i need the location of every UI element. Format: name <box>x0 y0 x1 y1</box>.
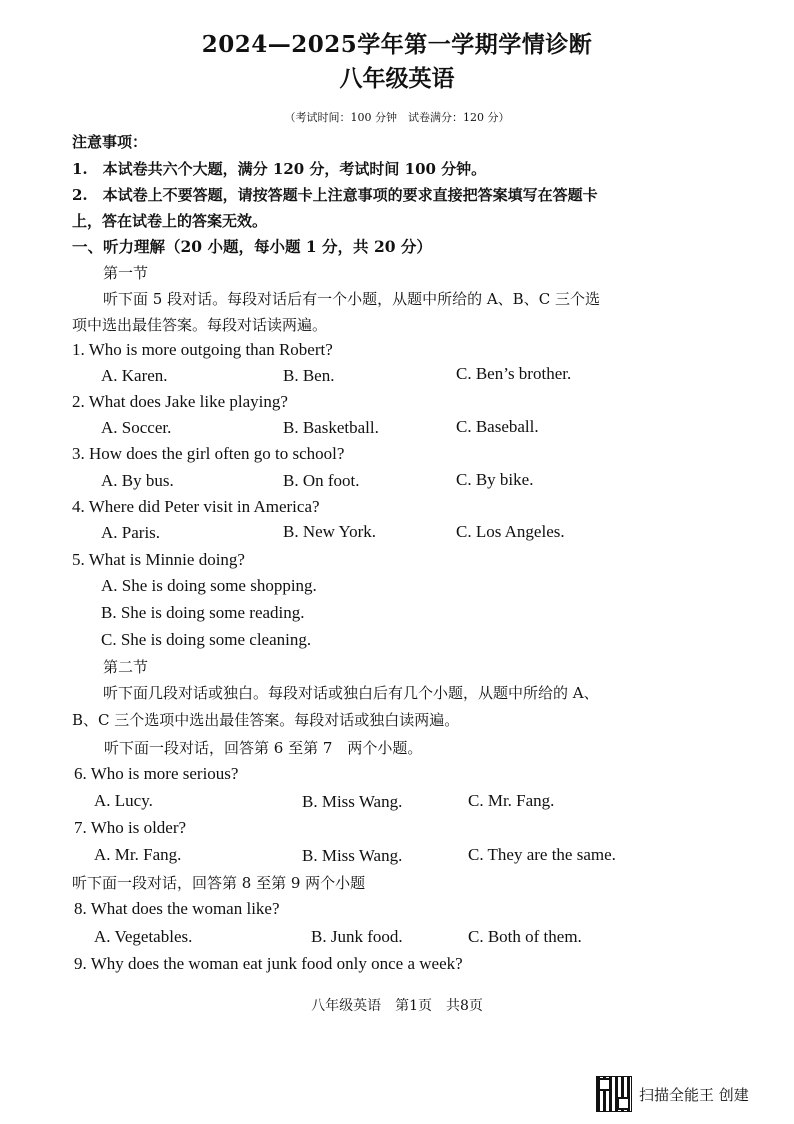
question-2: 2. What does Jake like playing? <box>72 392 288 411</box>
question-2-option-b: B. Basketball. <box>283 418 379 437</box>
question-4-option-b: B. New York. <box>283 522 377 541</box>
question-3-option-a: A. By bus. <box>101 471 174 490</box>
question-7-option-a: A. Mr. Fang. <box>94 845 182 864</box>
part1-instructions-line1: 听下面 5 段对话。每段对话后有一个小题，从题中所给的 A、B、C 三个选 <box>103 290 600 308</box>
part2-instructions-line1: 听下面几段对话或独白。每段对话或独白后有几个小题，从题中所给的 A、 <box>103 684 599 702</box>
question-1-option-a: A. Karen. <box>101 366 168 385</box>
question-6: 6. Who is more serious? <box>74 764 239 783</box>
question-3-option-c: C. By bike. <box>456 470 534 489</box>
question-7: 7. Who is older? <box>74 818 187 837</box>
dialog-1-instructions: 听下面一段对话，回答第 6 至第 7 两个小题。 <box>104 739 423 757</box>
question-8-option-a: A. Vegetables. <box>94 927 193 946</box>
notes-item-2-line1: 2. 本试卷上不要答题，请按答题卡上注意事项的要求直接把答案填写在答题卡 <box>72 186 598 204</box>
question-6-option-b: B. Miss Wang. <box>302 792 403 811</box>
question-3: 3. How does the girl often go to school? <box>72 444 345 463</box>
question-5-option-c: C. She is doing some cleaning. <box>101 630 312 649</box>
part1-instructions-line2: 项中选出最佳答案。每段对话读两遍。 <box>72 316 328 334</box>
question-6-option-c: C. Mr. Fang. <box>468 791 555 810</box>
question-5: 5. What is Minnie doing? <box>72 550 245 569</box>
question-1-option-c: C. Ben’s brother. <box>456 364 572 383</box>
notes-item-2-line2: 上，答在试卷上的答案无效。 <box>72 212 268 230</box>
notes-item-1: 1. 本试卷共六个大题，满分 120 分，考试时间 100 分钟。 <box>72 160 487 178</box>
scanner-watermark: 扫描全能王 创建 <box>639 1086 749 1104</box>
question-7-option-b: B. Miss Wang. <box>302 846 403 865</box>
question-4-option-a: A. Paris. <box>101 523 161 542</box>
question-8: 8. What does the woman like? <box>74 899 280 918</box>
question-2-option-c: C. Baseball. <box>456 417 539 436</box>
notes-heading: 注意事项： <box>72 133 148 151</box>
page-footer: 八年级英语 第1页 共8页 <box>311 998 483 1014</box>
exam-title: 2024—2025学年第一学期学情诊断 <box>201 31 593 58</box>
question-6-option-a: A. Lucy. <box>94 791 153 810</box>
question-4-option-c: C. Los Angeles. <box>456 522 565 541</box>
question-8-option-b: B. Junk food. <box>311 927 403 946</box>
exam-info: （考试时间：100 分钟 试卷满分：120 分） <box>284 111 510 124</box>
question-4: 4. Where did Peter visit in America? <box>72 497 320 516</box>
section1-heading: 一、听力理解（20 小题，每小题 1 分，共 20 分） <box>72 237 432 256</box>
part2-label: 第二节 <box>103 658 149 676</box>
exam-subject: 八年级英语 <box>339 65 455 92</box>
part1-label: 第一节 <box>103 264 149 282</box>
qr-code-icon <box>597 1077 631 1111</box>
question-1-option-b: B. Ben. <box>283 366 335 385</box>
question-2-option-a: A. Soccer. <box>101 418 172 437</box>
question-5-option-a: A. She is doing some shopping. <box>101 576 317 595</box>
question-1: 1. Who is more outgoing than Robert? <box>72 340 333 359</box>
question-5-option-b: B. She is doing some reading. <box>101 603 305 622</box>
question-3-option-b: B. On foot. <box>283 471 360 490</box>
question-9: 9. Why does the woman eat junk food only once a week? <box>74 954 463 973</box>
question-8-option-c: C. Both of them. <box>468 927 582 946</box>
part2-instructions-line2: B、C 三个选项中选出最佳答案。每段对话或独白读两遍。 <box>72 711 460 729</box>
question-7-option-c: C. They are the same. <box>468 845 616 864</box>
dialog-2-instructions: 听下面一段对话，回答第 8 至第 9 两个小题 <box>72 874 366 892</box>
